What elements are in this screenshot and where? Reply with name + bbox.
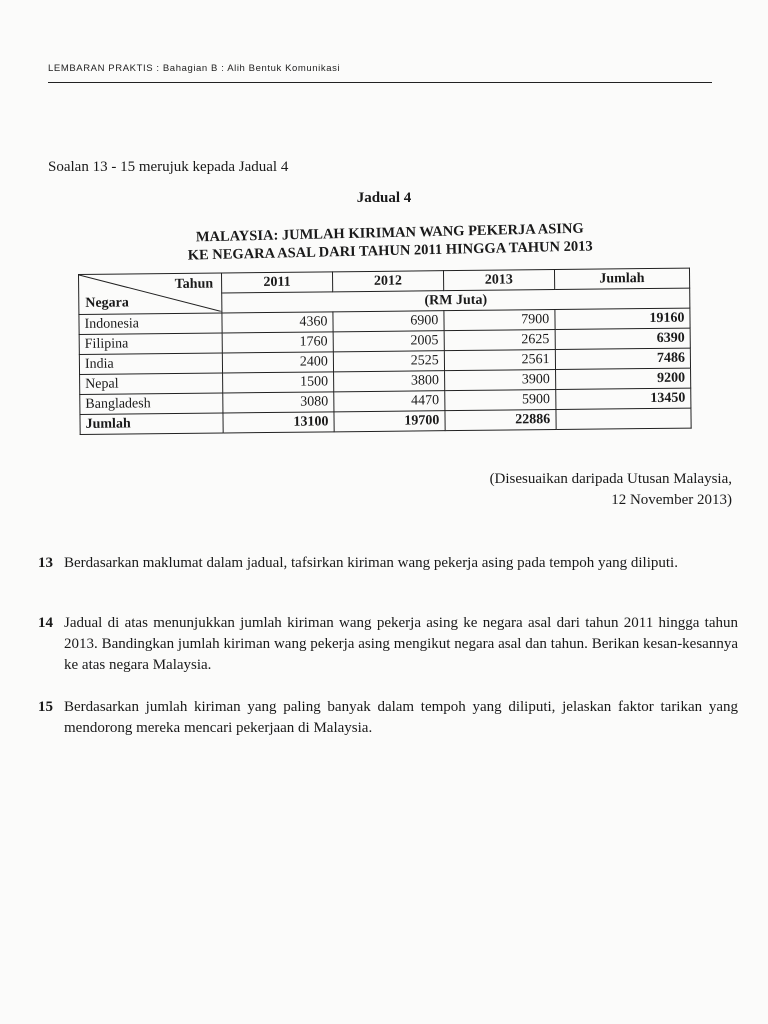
total-header: Jumlah <box>554 268 690 289</box>
country-cell: Nepal <box>80 373 223 394</box>
total-cell: 7486 <box>555 348 691 369</box>
value-cell: 1500 <box>223 372 334 393</box>
question-number: 15 <box>38 699 53 715</box>
data-table <box>78 268 692 435</box>
value-cell: 2525 <box>333 351 444 372</box>
value-cell: 3080 <box>223 392 334 413</box>
page-header: LEMBARAN PRAKTIS : Bahagian B : Alih Bentuk Komunikasi <box>48 63 341 74</box>
value-cell: 3800 <box>333 371 444 392</box>
total-cell: 19160 <box>555 308 691 329</box>
country-cell: Filipina <box>79 333 222 354</box>
value-cell: 2561 <box>444 350 555 371</box>
value-cell: 2625 <box>444 330 555 351</box>
country-cell: India <box>79 353 222 374</box>
country-cell: Bangladesh <box>80 393 223 414</box>
value-cell: 7900 <box>444 310 555 331</box>
data-table-wrapper <box>78 268 692 435</box>
value-cell: 4360 <box>222 312 333 333</box>
empty-total-cell <box>556 408 692 429</box>
question-text: Berdasarkan maklumat dalam jadual, tafsirkan kiriman wang pekerja asing pada tempoh yang diliputi. <box>64 555 678 571</box>
header-rule <box>48 82 712 83</box>
table-label: Jadual 4 <box>356 190 412 206</box>
question-number: 14 <box>38 615 53 631</box>
question-13 <box>38 553 738 574</box>
source-citation <box>402 469 732 511</box>
table-title-line-1: MALAYSIA: JUMLAH KIRIMAN WANG PEKERJA ASING <box>195 220 584 246</box>
question-15 <box>38 697 738 739</box>
country-cell: Indonesia <box>79 313 222 334</box>
table-corner-cell <box>79 273 222 314</box>
total-value-cell: 22886 <box>445 410 556 431</box>
total-cell: 6390 <box>555 328 691 349</box>
value-cell: 1760 <box>222 332 333 353</box>
corner-label-negara: Negara <box>85 295 129 311</box>
value-cell: 2005 <box>333 331 444 352</box>
value-cell: 4470 <box>334 391 445 412</box>
total-value-cell: 13100 <box>223 412 334 433</box>
source-line-2: 12 November 2013) <box>611 492 732 508</box>
table-title <box>110 218 671 267</box>
year-header: 2012 <box>332 271 443 292</box>
unit-label: (RM Juta) <box>222 288 690 313</box>
intro-text: Soalan 13 - 15 merujuk kepada Jadual 4 <box>48 159 289 175</box>
value-cell: 6900 <box>333 311 444 332</box>
year-header: 2011 <box>221 272 332 293</box>
table-title-line-2: KE NEGARA ASAL DARI TAHUN 2011 HINGGA TAHUN 2013 <box>187 238 593 264</box>
question-text: Jadual di atas menunjukkan jumlah kiriman wang pekerja asing ke negara asal dari tahun 2011 hingga tahun 2013. Bandingkan jumlah kiriman wang pekerja asing mengikut negara asal dan tahun. Berikan kesan-kesannya ke atas negara Malaysia. <box>64 615 738 673</box>
total-value-cell: 19700 <box>334 411 445 432</box>
corner-label-tahun: Tahun <box>174 276 214 292</box>
value-cell: 3900 <box>444 370 555 391</box>
value-cell: 5900 <box>445 390 556 411</box>
total-cell: 9200 <box>555 368 691 389</box>
question-14 <box>38 613 738 676</box>
question-text: Berdasarkan jumlah kiriman yang paling banyak dalam tempoh yang diliputi, jelaskan faktor tarikan yang mendorong mereka mencari pekerjaan di Malaysia. <box>64 699 738 736</box>
question-number: 13 <box>38 555 53 571</box>
source-line-1: (Disesuaikan daripada Utusan Malaysia, <box>489 471 732 487</box>
value-cell: 2400 <box>222 352 333 373</box>
total-row-label: Jumlah <box>80 413 223 434</box>
year-header: 2013 <box>443 270 554 291</box>
total-cell: 13450 <box>555 388 691 409</box>
